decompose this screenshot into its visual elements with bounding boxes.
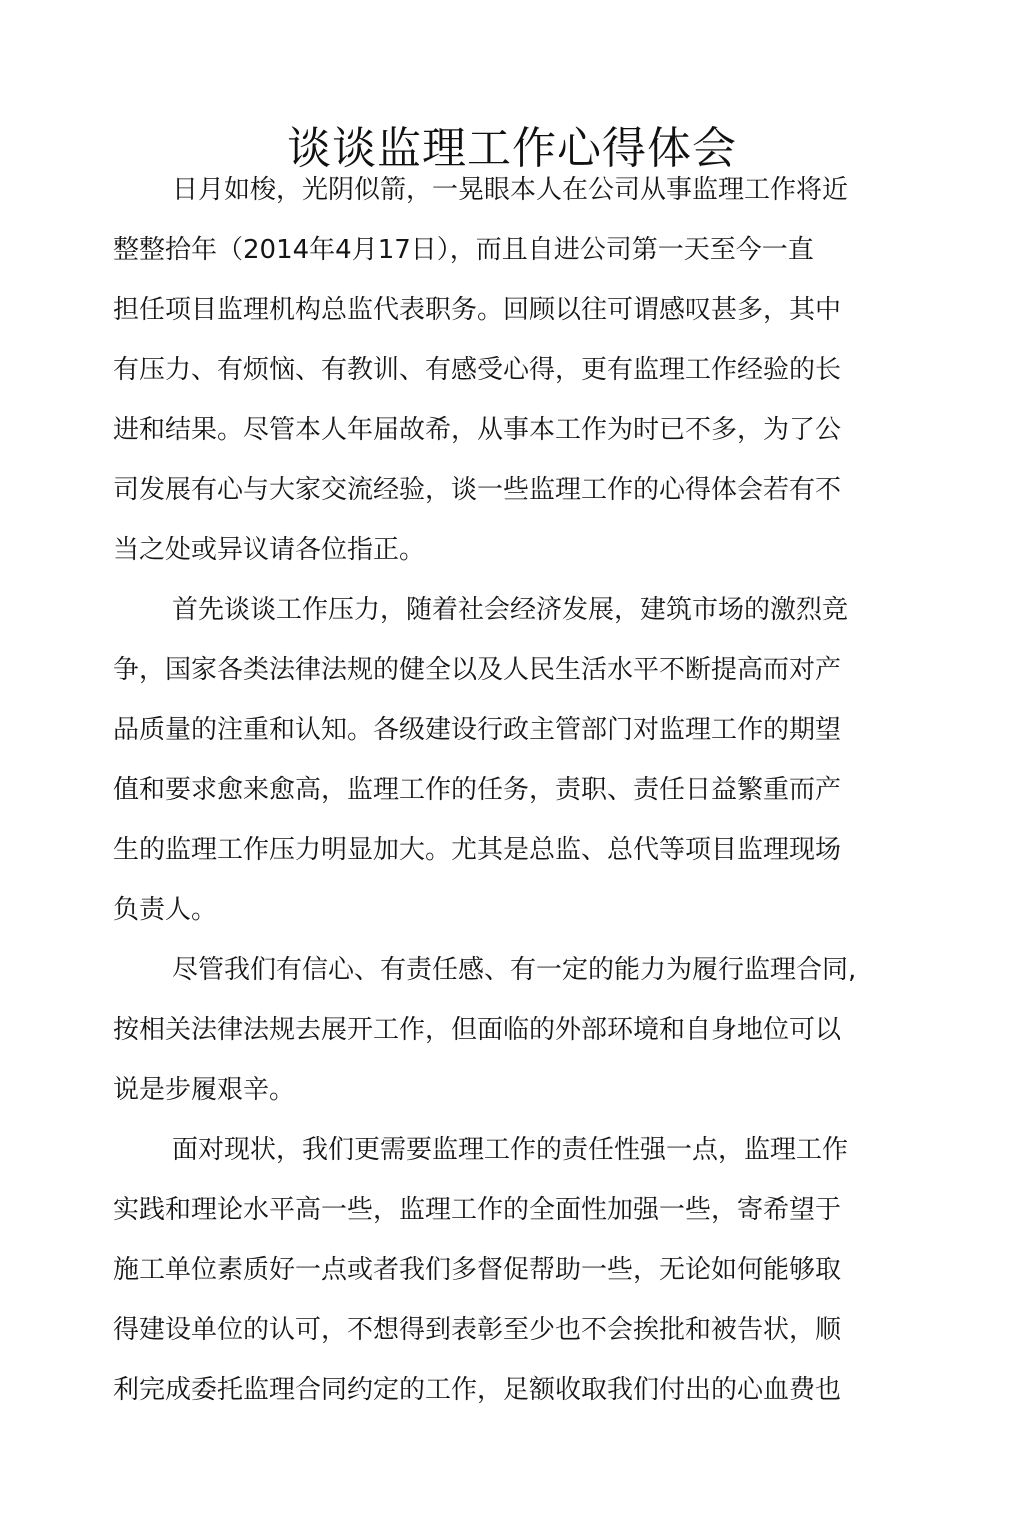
paragraph-2-line-1: 首先谈谈工作压力，随着社会经济发展，建筑市场的激烈竞 [172,595,849,625]
paragraph-1-line-4: 有压力、有烦恼、有教训、有感受心得，更有监理工作经验的长 [113,355,842,385]
paragraph-1-line-3: 担任项目监理机构总监代表职务。回顾以往可谓感叹甚多，其中 [113,295,842,325]
paragraph-2-line-3: 品质量的注重和认知。各级建设行政主管部门对监理工作的期望 [113,715,842,745]
paragraph-1-line-5: 进和结果。尽管本人年届故希，从事本工作为时已不多，为了公 [113,415,842,445]
paragraph-1-line-7: 当之处或异议请各位指正。 [113,535,426,565]
paragraph-2-line-4: 值和要求愈来愈高，监理工作的任务，责职、责任日益繁重而产 [113,775,842,805]
paragraph-3-line-3: 说是步履艰辛。 [113,1075,296,1105]
paragraph-4-line-3: 施工单位素质好一点或者我们多督促帮助一些，无论如何能够取 [113,1255,842,1285]
paragraph-4-line-2: 实践和理论水平高一些，监理工作的全面性加强一些，寄希望于 [113,1195,842,1225]
paragraph-4-line-1: 面对现状，我们更需要监理工作的责任性强一点，监理工作 [172,1135,849,1165]
paragraph-1-line-2: 整整拾年（2014年4月17日），而且自进公司第一天至今一直 [113,235,814,265]
paragraph-4-line-4: 得建设单位的认可，不想得到表彰至少也不会挨批和被告状，顺 [113,1315,842,1345]
document-title: 谈谈监理工作心得体会 [287,123,737,175]
paragraph-2-line-2: 争，国家各类法律法规的健全以及人民生活水平不断提高而对产 [113,655,842,685]
paragraph-3-line-2: 按相关法律法规去展开工作，但面临的外部环境和自身地位可以 [113,1015,842,1045]
paragraph-2-line-5: 生的监理工作压力明显加大。尤其是总监、总代等项目监理现场 [113,835,842,865]
paragraph-3-line-1: 尽管我们有信心、有责任感、有一定的能力为履行监理合同, [172,955,857,985]
paragraph-1-line-1: 日月如梭，光阴似箭，一晃眼本人在公司从事监理工作将近 [172,175,849,205]
paragraph-4-line-5: 利完成委托监理合同约定的工作，足额收取我们付出的心血费也 [113,1375,842,1405]
paragraph-1-line-6: 司发展有心与大家交流经验，谈一些监理工作的心得体会若有不 [113,475,842,505]
paragraph-2-line-6: 负责人。 [113,895,218,925]
